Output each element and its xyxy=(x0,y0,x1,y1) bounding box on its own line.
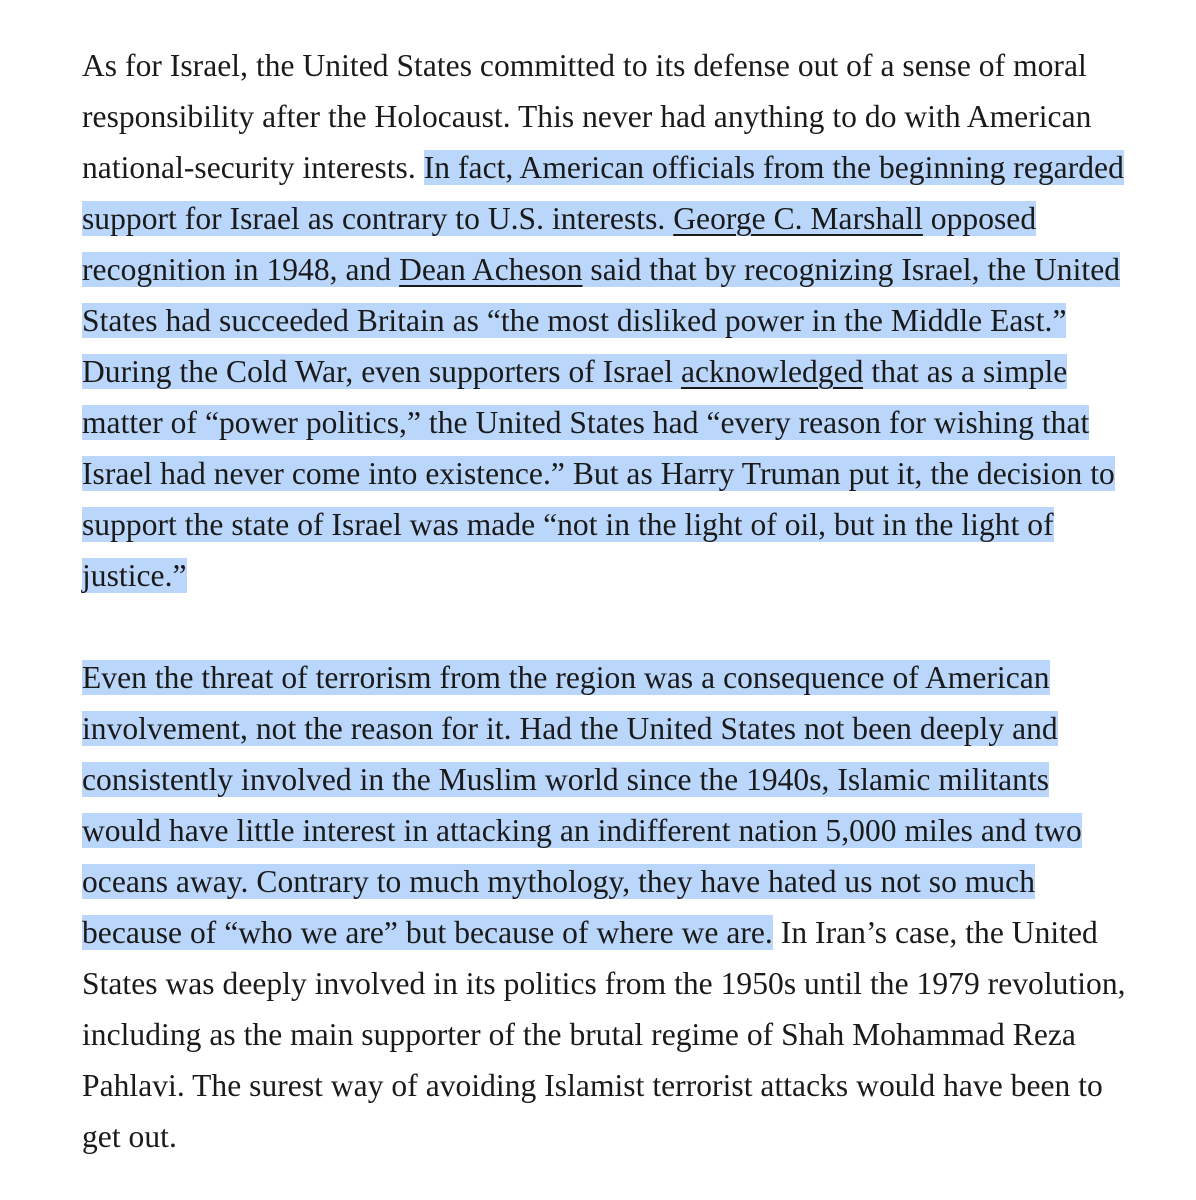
selected-text[interactable]: Even the threat of terrorism from the region was a consequence of American involvement, not the reason for it. Had the United States not been deeply and consistently involved in the Muslim world since the 1940s, Islamic militants would have little interest in attacking an indifferent nation 5,000 miles and two oceans away. Contrary to much mythology, they have hated us not so much because of “who we are” but because of where we are. xyxy=(82,660,1082,950)
link-acknowledged[interactable]: acknowledged xyxy=(680,354,864,389)
paragraph-text: As for Israel, the United States committed to its defense out of a sense of moral responsibility after the Holocaust. This never had anything to do with American national-security interests. xyxy=(82,48,1092,185)
selected-text[interactable]: opposed recognition in 1948, and xyxy=(82,201,1037,287)
selected-text[interactable]: said that by recognizing Israel, the United States had succeeded Britain as “the most disliked power in the Middle East.” During the Cold War, even supporters of Israel xyxy=(82,252,1121,389)
article-body xyxy=(82,40,1132,1162)
paragraph-israel-defense xyxy=(82,40,1132,601)
selected-text[interactable]: In fact, American officials from the beginning regarded support for Israel as contrary to U.S. interests. xyxy=(82,150,1124,236)
paragraph-text: In Iran’s case, the United States was deeply involved in its politics from the 1950s until the 1979 revolution, including as the main supporter of the brutal regime of Shah Mohammad Reza Pahlavi. The surest way of avoiding Islamist terrorist attacks would have been to get out. xyxy=(82,915,1126,1154)
paragraph-terrorism xyxy=(82,652,1132,1162)
link-george-c-marshall[interactable]: George C. Marshall xyxy=(673,201,923,236)
link-dean-acheson[interactable]: Dean Acheson xyxy=(399,252,583,287)
selected-text[interactable]: that as a simple matter of “power politics,” the United States had “every reason for wishing that Israel had never come into existence.” But as Harry Truman put it, the decision to support the state of Israel was made “not in the light of oil, but in the light of justice.” xyxy=(82,354,1115,593)
